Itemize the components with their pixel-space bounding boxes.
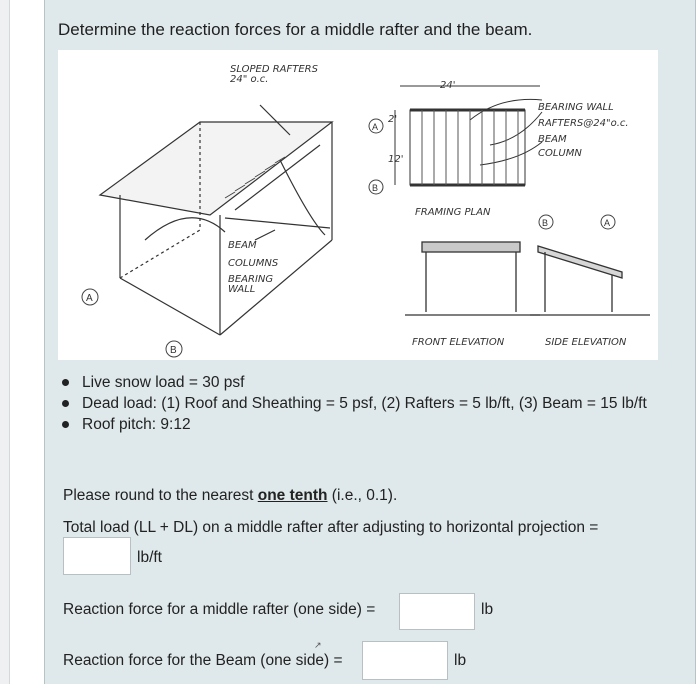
svg-text:B: B <box>542 218 549 228</box>
svg-text:B: B <box>170 345 177 356</box>
cursor-icon: ↗ <box>314 640 322 650</box>
front-elevation-label: FRONT ELEVATION <box>412 337 505 348</box>
structure-figure <box>50 50 690 365</box>
beam-label: BEAM <box>228 240 257 251</box>
marker-b-plan <box>369 180 383 194</box>
figure-background <box>58 50 658 360</box>
rafter-reaction-input[interactable] <box>399 593 475 630</box>
bearing-wall-right-label: BEARING WALL <box>538 102 614 113</box>
given-loads-list <box>58 372 658 435</box>
marker-b-left <box>166 341 182 357</box>
marker-b-side <box>539 215 553 229</box>
dim-2-label: 2' <box>388 114 398 125</box>
column-right-label: COLUMN <box>538 148 582 159</box>
rafter-reaction-unit: lb <box>481 601 494 618</box>
question-title: Determine the reaction forces for a middle rafter and the beam. <box>58 20 533 39</box>
page-left-strip <box>0 0 10 684</box>
svg-text:A: A <box>86 293 93 304</box>
columns-label: COLUMNS <box>228 258 279 269</box>
svg-text:A: A <box>372 122 379 132</box>
rafter-reaction-question: Reaction force for a middle rafter (one side) = <box>63 601 376 618</box>
list-item: Roof pitch: 9:12 <box>58 414 658 435</box>
bearing-label: BEARING <box>228 274 274 285</box>
marker-a-side <box>601 215 615 229</box>
side-elevation-label: SIDE ELEVATION <box>545 337 627 348</box>
total-load-unit: lb/ft <box>137 549 162 566</box>
list-item: Live snow load = 30 psf <box>58 372 658 393</box>
structure-drawing <box>50 50 690 365</box>
one-tenth-emphasis: one tenth <box>257 487 328 504</box>
beam-right-label: BEAM <box>538 134 567 145</box>
span-label: 24' <box>440 80 456 91</box>
dim-12-label: 12' <box>388 154 404 165</box>
front-beam <box>422 242 520 252</box>
rounding-instruction: Please round to the nearest one tenth (i.e., 0.1). <box>63 487 398 504</box>
wall-label: WALL <box>228 284 256 295</box>
marker-a-left <box>82 289 98 305</box>
rafters-right-label: RAFTERS@24"o.c. <box>538 118 629 129</box>
sloped-rafters-label: SLOPED RAFTERS <box>230 64 318 75</box>
marker-a-plan <box>369 119 383 133</box>
total-load-question: Total load (LL + DL) on a middle rafter after adjusting to horizontal projection = <box>63 519 599 536</box>
svg-text:B: B <box>372 183 379 193</box>
beam-reaction-unit: lb <box>454 652 467 669</box>
list-item: Dead load: (1) Roof and Sheathing = 5 psf, (2) Rafters = 5 lb/ft, (3) Beam = 15 lb/ft <box>58 393 658 414</box>
rafter-spacing-label: 24" o.c. <box>230 74 269 85</box>
beam-reaction-input[interactable] <box>362 641 448 680</box>
framing-plan-label: FRAMING PLAN <box>415 207 491 218</box>
svg-text:A: A <box>604 218 611 228</box>
beam-reaction-question: Reaction force for the Beam (one side) = <box>63 652 343 669</box>
total-load-input[interactable] <box>63 537 131 575</box>
